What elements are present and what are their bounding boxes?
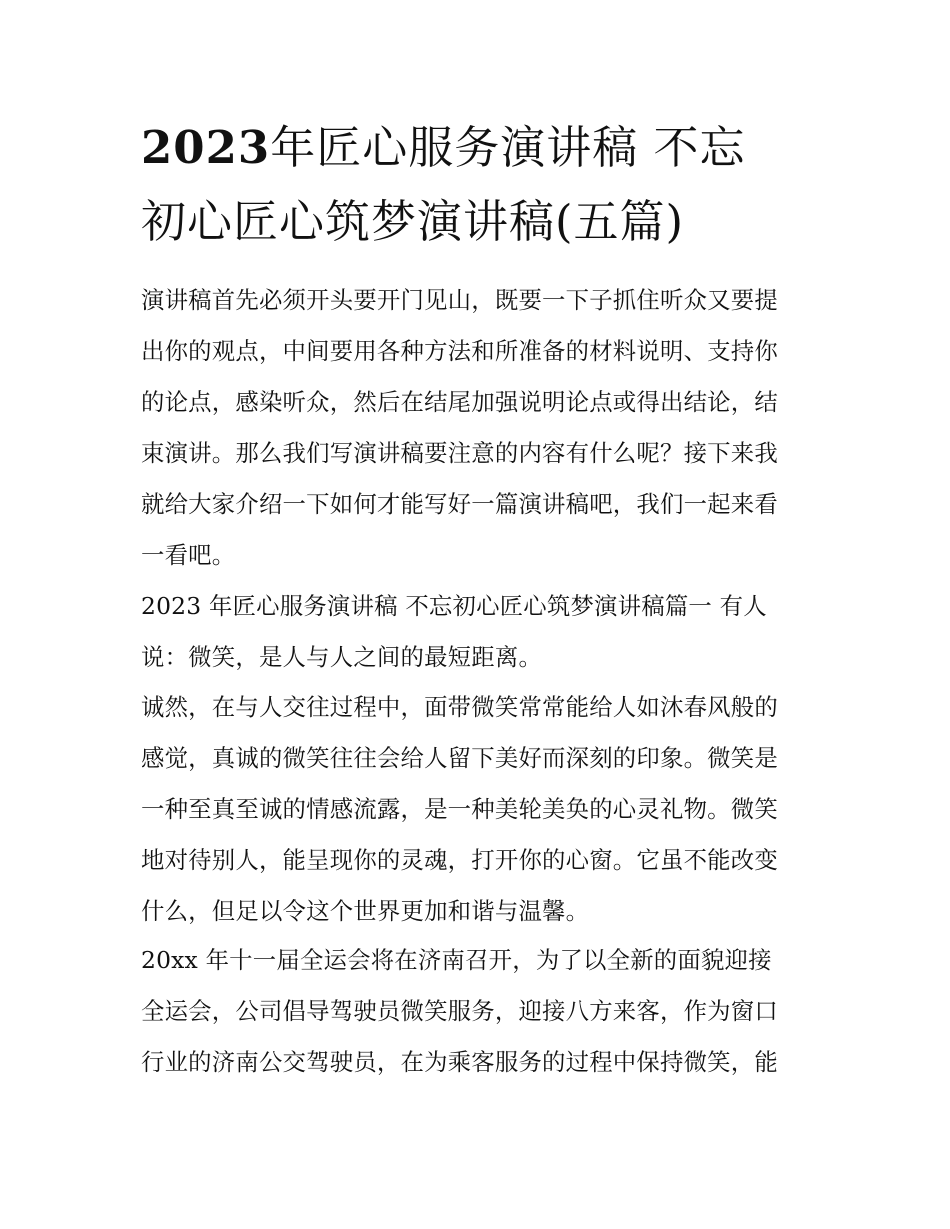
body-line: 诚然，在与人交往过程中，面带微笑常常能给人如沐春风般的	[141, 693, 778, 721]
title-year: 2023	[141, 121, 271, 174]
title-line-1	[141, 120, 746, 176]
body-line: 就给大家介绍一下如何才能写好一篇演讲稿吧，我们一起来看	[141, 490, 778, 518]
body-line: 什么，但足以令这个世界更加和谐与温馨。	[141, 897, 590, 925]
body-line: 束演讲。那么我们写演讲稿要注意的内容有什么呢？接下来我	[141, 439, 778, 467]
title-line-2: 初心匠心筑梦演讲稿(五篇)	[141, 195, 685, 248]
body-line: 的论点，感染听众，然后在结尾加强说明论点或得出结论，结	[141, 388, 778, 416]
body-line: 全运会，公司倡导驾驶员微笑服务，迎接八方来客，作为窗口	[141, 997, 778, 1025]
body-line: 感觉，真诚的微笑往往会给人留下美好而深刻的印象。微笑是	[141, 744, 778, 772]
title-text: 年匠心服务演讲稿 不忘	[270, 121, 746, 174]
body-line: 说：微笑，是人与人之间的最短距离。	[141, 643, 543, 671]
body-line: 演讲稿首先必须开头要开门见山，既要一下子抓住听众又要提	[141, 286, 778, 314]
body-line: 一种至真至诚的情感流露，是一种美轮美奂的心灵礼物。微笑	[141, 795, 778, 823]
body-line: 出你的观点，中间要用各种方法和所准备的材料说明、支持你	[141, 337, 778, 365]
body-line: 一看吧。	[141, 541, 236, 569]
body-line: 地对待别人，能呈现你的灵魂，打开你的心窗。它虽不能改变	[141, 846, 778, 874]
body-line: 行业的济南公交驾驶员，在为乘客服务的过程中保持微笑，能	[141, 1048, 778, 1076]
body-line: 20xx 年十一届全运会将在济南召开，为了以全新的面貌迎接	[141, 946, 772, 974]
body-line: 2023 年匠心服务演讲稿 不忘初心匠心筑梦演讲稿篇一 有人	[141, 592, 767, 620]
